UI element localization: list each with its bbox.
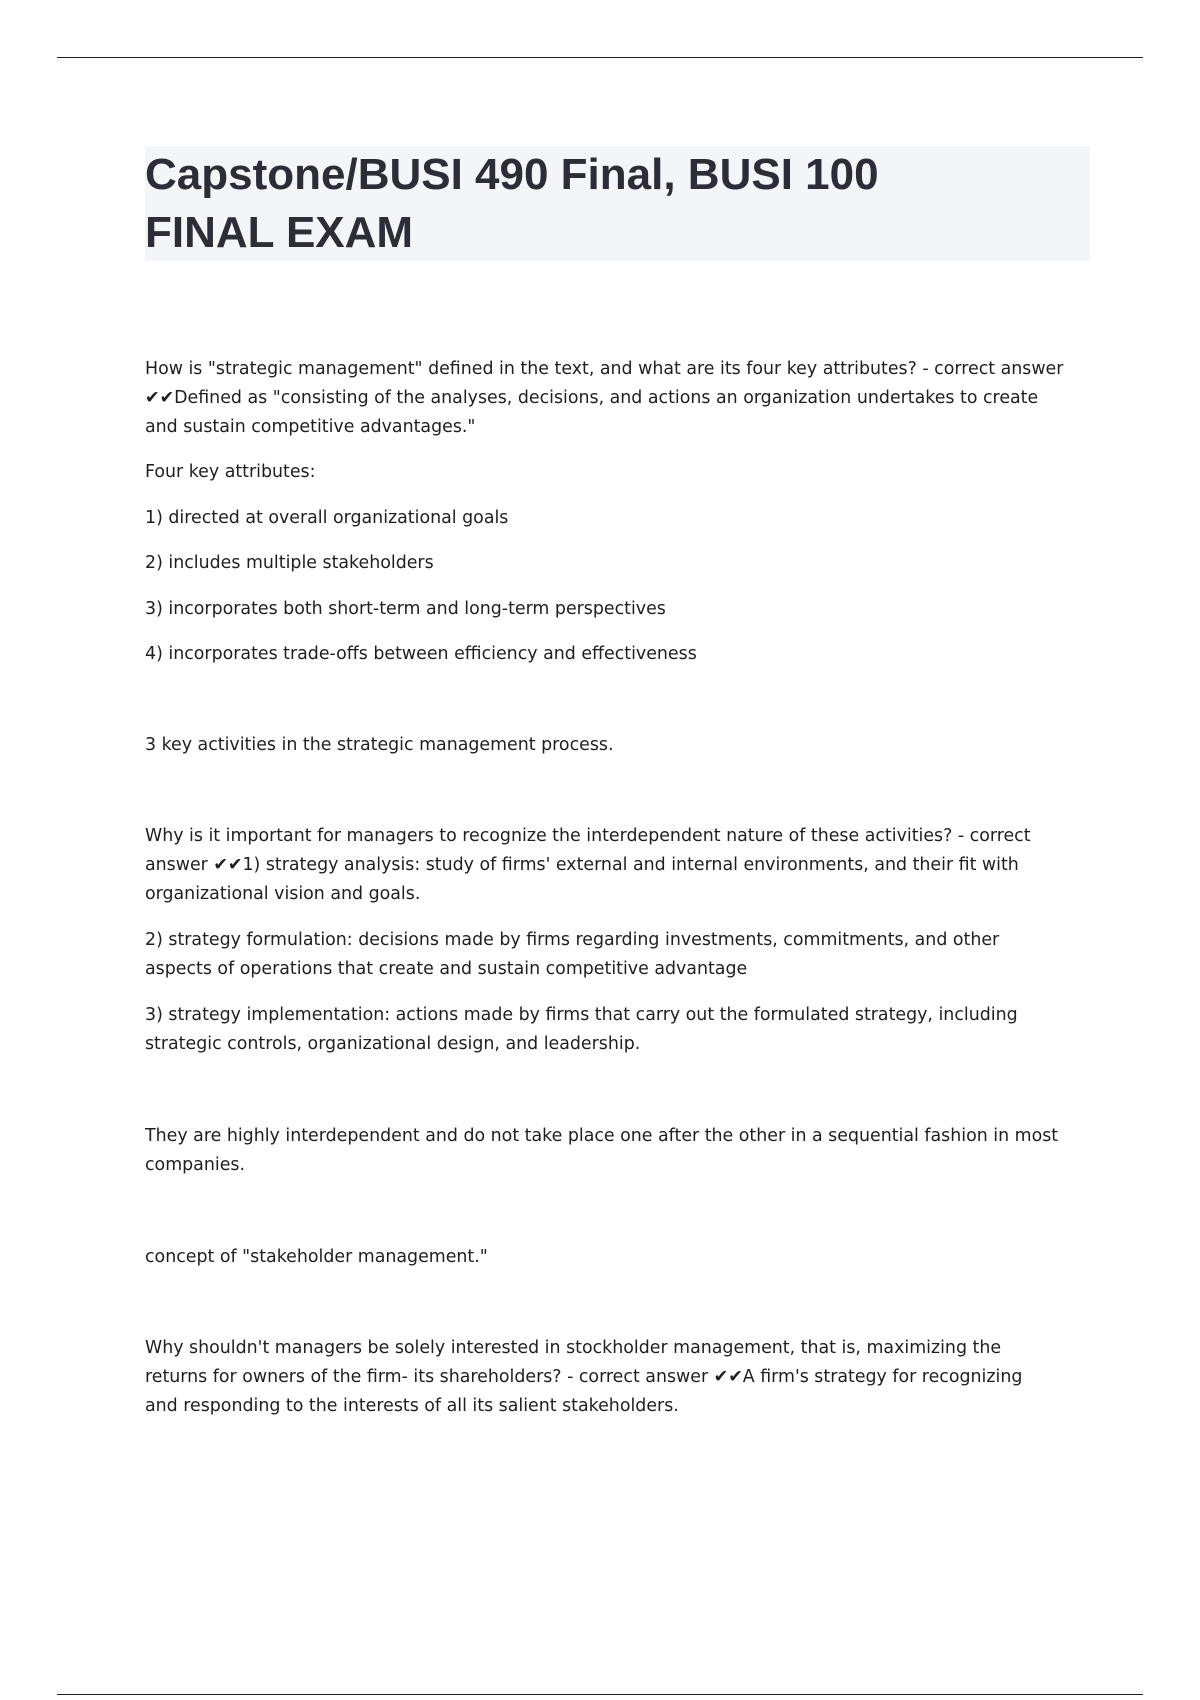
question-paragraph <box>145 1243 1090 1272</box>
question-paragraph <box>145 731 1090 760</box>
title-line: FINAL EXAM <box>145 208 414 257</box>
text-line: Four key attributes: <box>145 462 316 482</box>
list-item <box>145 549 1090 578</box>
title-line: Capstone/BUSI 490 Final, BUSI 100 <box>145 150 879 199</box>
text-line: aspects of operations that create and sustain competitive advantage <box>145 959 748 979</box>
text-line: 2) strategy formulation: decisions made by firms regarding investments, commitments, and other <box>145 930 1000 950</box>
text-line: organizational vision and goals. <box>145 884 421 904</box>
text-line: 3) incorporates both short-term and long-term perspectives <box>145 599 666 619</box>
list-item <box>145 595 1090 624</box>
text-line: 3) strategy implementation: actions made by firms that carry out the formulated strategy, including <box>145 1005 1018 1025</box>
text-line: Why is it important for managers to recognize the interdependent nature of these activities? - correct <box>145 826 1031 846</box>
answer-paragraph <box>145 926 1090 984</box>
question-paragraph <box>145 1334 1090 1421</box>
text-line: Why shouldn't managers be solely interested in stockholder management, that is, maximizing the <box>145 1338 1002 1358</box>
list-item <box>145 640 1090 669</box>
top-rule <box>57 57 1143 58</box>
list-item <box>145 504 1090 533</box>
text-line: 4) incorporates trade-offs between efficiency and effectiveness <box>145 644 697 664</box>
text-line: 3 key activities in the strategic management process. <box>145 735 614 755</box>
text-line: companies. <box>145 1155 245 1175</box>
text-line: and sustain competitive advantages." <box>145 417 476 437</box>
text-line: ✔✔Defined as "consisting of the analyses, decisions, and actions an organization undertakes to create <box>145 388 1039 408</box>
text-line: and responding to the interests of all its salient stakeholders. <box>145 1396 679 1416</box>
answer-paragraph <box>145 1001 1090 1059</box>
page-title <box>145 146 1090 262</box>
text-line: strategic controls, organizational design, and leadership. <box>145 1034 641 1054</box>
text-line: 2) includes multiple stakeholders <box>145 553 434 573</box>
text-line: How is "strategic management" defined in the text, and what are its four key attributes? - correct answer <box>145 359 1064 379</box>
text-line: concept of "stakeholder management." <box>145 1247 488 1267</box>
text-line: answer ✔✔1) strategy analysis: study of firms' external and internal environments, and their fit with <box>145 855 1019 875</box>
list-heading <box>145 458 1090 487</box>
question-paragraph <box>145 822 1090 909</box>
text-line: 1) directed at overall organizational goals <box>145 508 509 528</box>
text-line: They are highly interdependent and do not take place one after the other in a sequential fashion in most <box>145 1126 1059 1146</box>
text-line: returns for owners of the firm- its shareholders? - correct answer ✔✔A firm's strategy for recognizing <box>145 1367 1023 1387</box>
question-paragraph <box>145 355 1090 442</box>
answer-paragraph <box>145 1122 1090 1180</box>
bottom-rule <box>57 1694 1143 1695</box>
